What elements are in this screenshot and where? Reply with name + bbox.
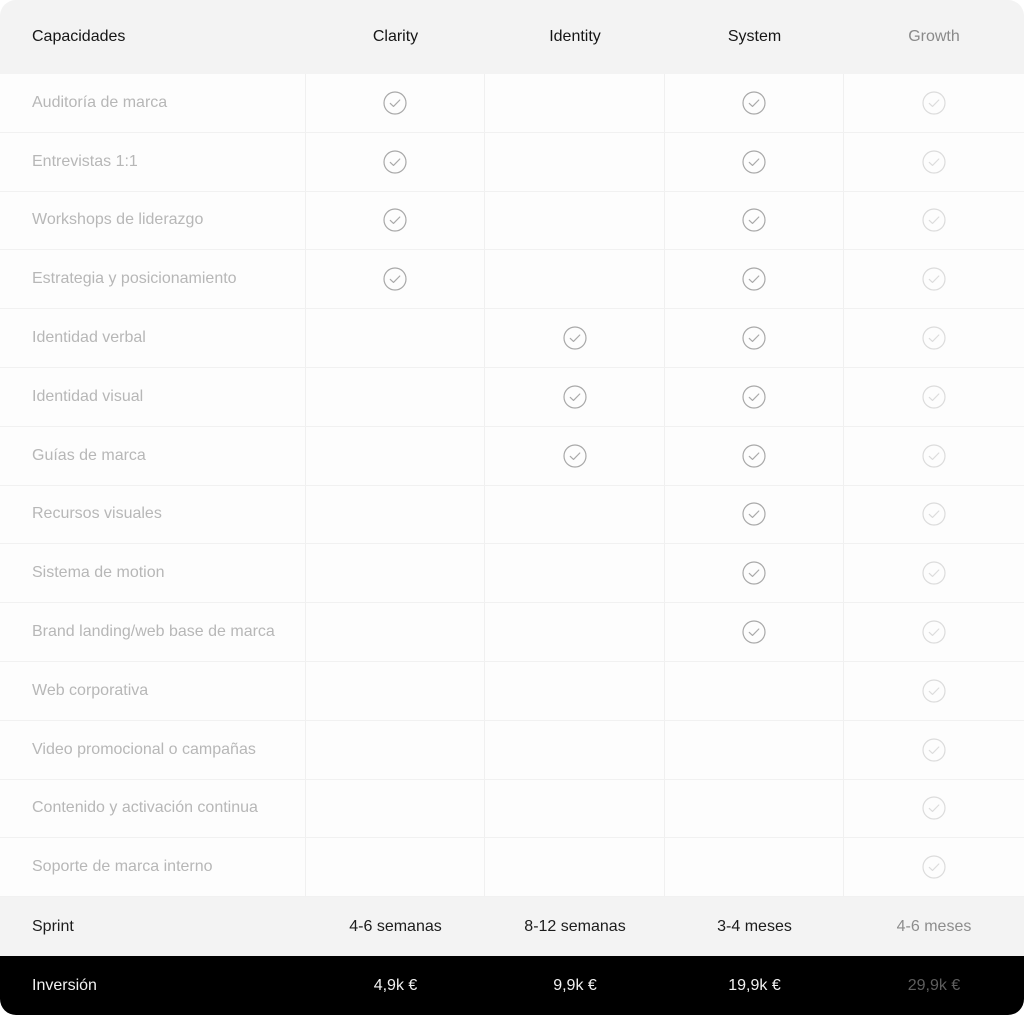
investment-value-identity: 9,9k €	[553, 976, 597, 994]
check-circle-icon	[922, 796, 946, 820]
table-row	[0, 603, 1024, 662]
feature-label: Brand landing/web base de marca	[0, 603, 306, 661]
sprint-row	[0, 897, 1024, 956]
cell-growth	[844, 544, 1024, 602]
cell-clarity	[306, 603, 485, 661]
check-circle-icon	[563, 444, 587, 468]
cell-growth	[844, 250, 1024, 308]
sprint-value-identity: 8-12 semanas	[524, 917, 626, 935]
check-circle-icon	[922, 267, 946, 291]
check-circle-icon	[563, 326, 587, 350]
check-circle-icon	[742, 620, 766, 644]
cell-growth	[844, 780, 1024, 838]
feature-label: Sistema de motion	[0, 544, 306, 602]
check-circle-icon	[922, 208, 946, 232]
check-circle-icon	[742, 502, 766, 526]
check-circle-icon	[383, 208, 407, 232]
investment-label: Inversión	[32, 976, 97, 994]
cell-identity	[485, 486, 665, 544]
table-row	[0, 250, 1024, 309]
feature-label: Recursos visuales	[0, 486, 306, 544]
cell-growth	[844, 721, 1024, 779]
check-circle-icon	[742, 208, 766, 232]
cell-clarity	[306, 368, 485, 426]
cell-identity	[485, 250, 665, 308]
capabilities-header: Capacidades	[32, 28, 126, 45]
cell-clarity	[306, 838, 485, 896]
table-row	[0, 133, 1024, 192]
check-circle-icon	[563, 385, 587, 409]
cell-growth	[844, 486, 1024, 544]
cell-system	[665, 133, 844, 191]
cell-growth	[844, 192, 1024, 250]
cell-clarity	[306, 486, 485, 544]
cell-identity	[485, 133, 665, 191]
cell-clarity	[306, 133, 485, 191]
cell-growth	[844, 838, 1024, 896]
table-row	[0, 780, 1024, 839]
cell-identity	[485, 780, 665, 838]
cell-identity	[485, 603, 665, 661]
feature-label: Estrategia y posicionamiento	[0, 250, 306, 308]
check-circle-icon	[383, 267, 407, 291]
cell-identity	[485, 309, 665, 367]
check-circle-icon	[922, 91, 946, 115]
cell-system	[665, 368, 844, 426]
cell-identity	[485, 721, 665, 779]
check-circle-icon	[742, 385, 766, 409]
investment-value-growth: 29,9k €	[907, 976, 961, 994]
investment-value-system: 19,9k €	[728, 976, 781, 994]
plan-header-clarity: Clarity	[372, 28, 419, 45]
cell-growth	[844, 309, 1024, 367]
cell-system	[665, 486, 844, 544]
cell-growth	[844, 368, 1024, 426]
feature-label: Identidad verbal	[0, 309, 306, 367]
cell-system	[665, 544, 844, 602]
cell-system	[665, 192, 844, 250]
cell-clarity	[306, 427, 485, 485]
cell-clarity	[306, 780, 485, 838]
cell-system	[665, 662, 844, 720]
cell-system	[665, 721, 844, 779]
cell-system	[665, 780, 844, 838]
check-circle-icon	[922, 502, 946, 526]
cell-clarity	[306, 662, 485, 720]
plan-header-growth: Growth	[908, 28, 960, 45]
sprint-label: Sprint	[32, 917, 74, 935]
feature-label: Video promocional o campañas	[0, 721, 306, 779]
table-row	[0, 721, 1024, 780]
cell-system	[665, 427, 844, 485]
check-circle-icon	[922, 679, 946, 703]
check-circle-icon	[742, 91, 766, 115]
plan-header-system: System	[727, 28, 782, 45]
table-row	[0, 838, 1024, 897]
table-row	[0, 486, 1024, 545]
sprint-value-system: 3-4 meses	[717, 917, 792, 935]
cell-system	[665, 74, 844, 132]
sprint-value-clarity: 4-6 semanas	[349, 917, 442, 935]
cell-identity	[485, 192, 665, 250]
cell-clarity	[306, 192, 485, 250]
cell-growth	[844, 74, 1024, 132]
cell-identity	[485, 838, 665, 896]
cell-growth	[844, 427, 1024, 485]
check-circle-icon	[742, 444, 766, 468]
check-circle-icon	[922, 738, 946, 762]
cell-identity	[485, 427, 665, 485]
table-header-row	[0, 0, 1024, 74]
cell-growth	[844, 603, 1024, 661]
cell-clarity	[306, 74, 485, 132]
check-circle-icon	[383, 150, 407, 174]
check-circle-icon	[383, 91, 407, 115]
check-circle-icon	[922, 620, 946, 644]
feature-label: Identidad visual	[0, 368, 306, 426]
cell-system	[665, 838, 844, 896]
feature-label: Soporte de marca interno	[0, 838, 306, 896]
feature-label: Auditoría de marca	[0, 74, 306, 132]
cell-clarity	[306, 721, 485, 779]
cell-identity	[485, 74, 665, 132]
cell-system	[665, 603, 844, 661]
check-circle-icon	[742, 561, 766, 585]
check-circle-icon	[922, 326, 946, 350]
feature-label: Contenido y activación continua	[0, 780, 306, 838]
cell-identity	[485, 544, 665, 602]
plan-header-identity: Identity	[549, 28, 601, 45]
cell-system	[665, 309, 844, 367]
table-row	[0, 427, 1024, 486]
check-circle-icon	[922, 444, 946, 468]
cell-growth	[844, 133, 1024, 191]
sprint-value-growth: 4-6 meses	[896, 917, 972, 935]
investment-value-clarity: 4,9k €	[373, 976, 418, 994]
feature-label: Entrevistas 1:1	[0, 133, 306, 191]
cell-system	[665, 250, 844, 308]
table-row	[0, 662, 1024, 721]
table-row	[0, 368, 1024, 427]
cell-clarity	[306, 250, 485, 308]
table-row	[0, 74, 1024, 133]
check-circle-icon	[742, 267, 766, 291]
cell-growth	[844, 662, 1024, 720]
feature-label: Guías de marca	[0, 427, 306, 485]
feature-label: Workshops de liderazgo	[0, 192, 306, 250]
cell-identity	[485, 662, 665, 720]
cell-clarity	[306, 309, 485, 367]
table-row	[0, 192, 1024, 251]
cell-clarity	[306, 544, 485, 602]
check-circle-icon	[742, 326, 766, 350]
investment-row	[0, 956, 1024, 1015]
table-row	[0, 544, 1024, 603]
cell-identity	[485, 368, 665, 426]
check-circle-icon	[922, 385, 946, 409]
check-circle-icon	[922, 561, 946, 585]
check-circle-icon	[922, 855, 946, 879]
feature-label: Web corporativa	[0, 662, 306, 720]
table-row	[0, 309, 1024, 368]
feature-rows	[0, 74, 1024, 897]
check-circle-icon	[922, 150, 946, 174]
check-circle-icon	[742, 150, 766, 174]
